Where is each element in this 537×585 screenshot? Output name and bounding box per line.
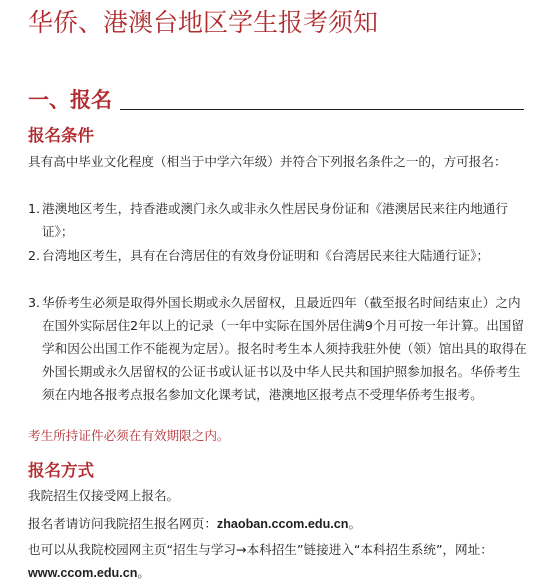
condition-number: 3. [28, 295, 41, 310]
section-heading-label: 一、报名 [28, 88, 112, 112]
conditions-intro: 具有高中毕业文化程度（相当于中学六年级）并符合下列报名条件之一的，方可报名： [28, 154, 507, 169]
condition-item-2 [28, 244, 528, 267]
condition-text: 台湾地区考生，具有在台湾居住的有效身份证明和《台湾居民来往大陆通行证》； [42, 248, 490, 263]
registration-page-suffix: 。 [348, 516, 362, 531]
method-online-only: 我院招生仅接受网上报名。 [28, 488, 180, 503]
method-campus-portal [28, 538, 528, 585]
method-registration-page [28, 512, 528, 536]
campus-portal-prefix: 也可以从我院校园网主页“招生与学习→本科招生”链接进入“本科招生系统”，网址： [28, 542, 493, 557]
method-heading: 报名方式 [28, 461, 94, 480]
condition-item-3 [28, 291, 528, 406]
condition-item-1 [28, 197, 528, 243]
registration-url-link[interactable]: zhaoban.ccom.edu.cn [216, 517, 349, 531]
section-heading [28, 86, 524, 116]
conditions-heading: 报名条件 [28, 126, 94, 145]
condition-text: 港澳地区考生，持香港或澳门永久或非永久性居民身份证和《港澳居民来往内地通行证》； [42, 201, 508, 239]
condition-number: 1. [28, 201, 41, 216]
condition-number: 2. [28, 248, 41, 263]
validity-note: 考生所持证件必须在有效期限之内。 [28, 428, 230, 443]
registration-page-prefix: 报名者请访问我院招生报名网页： [28, 516, 217, 531]
campus-portal-suffix: 。 [137, 565, 150, 580]
section-heading-rule [120, 109, 524, 110]
campus-url-link[interactable]: www.ccom.edu.cn [28, 566, 138, 580]
page-title: 华侨、港澳台地区学生报考须知 [28, 8, 379, 37]
condition-text: 华侨考生必须是取得外国长期或永久居留权，且最近四年（截至报名时间结束止）之内在国外实际居住2年以上的记录（一年中实际在国外居住满9个月可按一年计算。出国留学和因公出国工作不能视为定居）。报名时考生本人须持我驻外使（领）馆出具的取得在外国长期或永久居留权的公证书或认证书以及中华人民共和国护照参加报名。华侨考生须在内地各报考点报名参加文化课考试，港澳地区报考点不受理华侨考生报考。 [42, 295, 527, 402]
